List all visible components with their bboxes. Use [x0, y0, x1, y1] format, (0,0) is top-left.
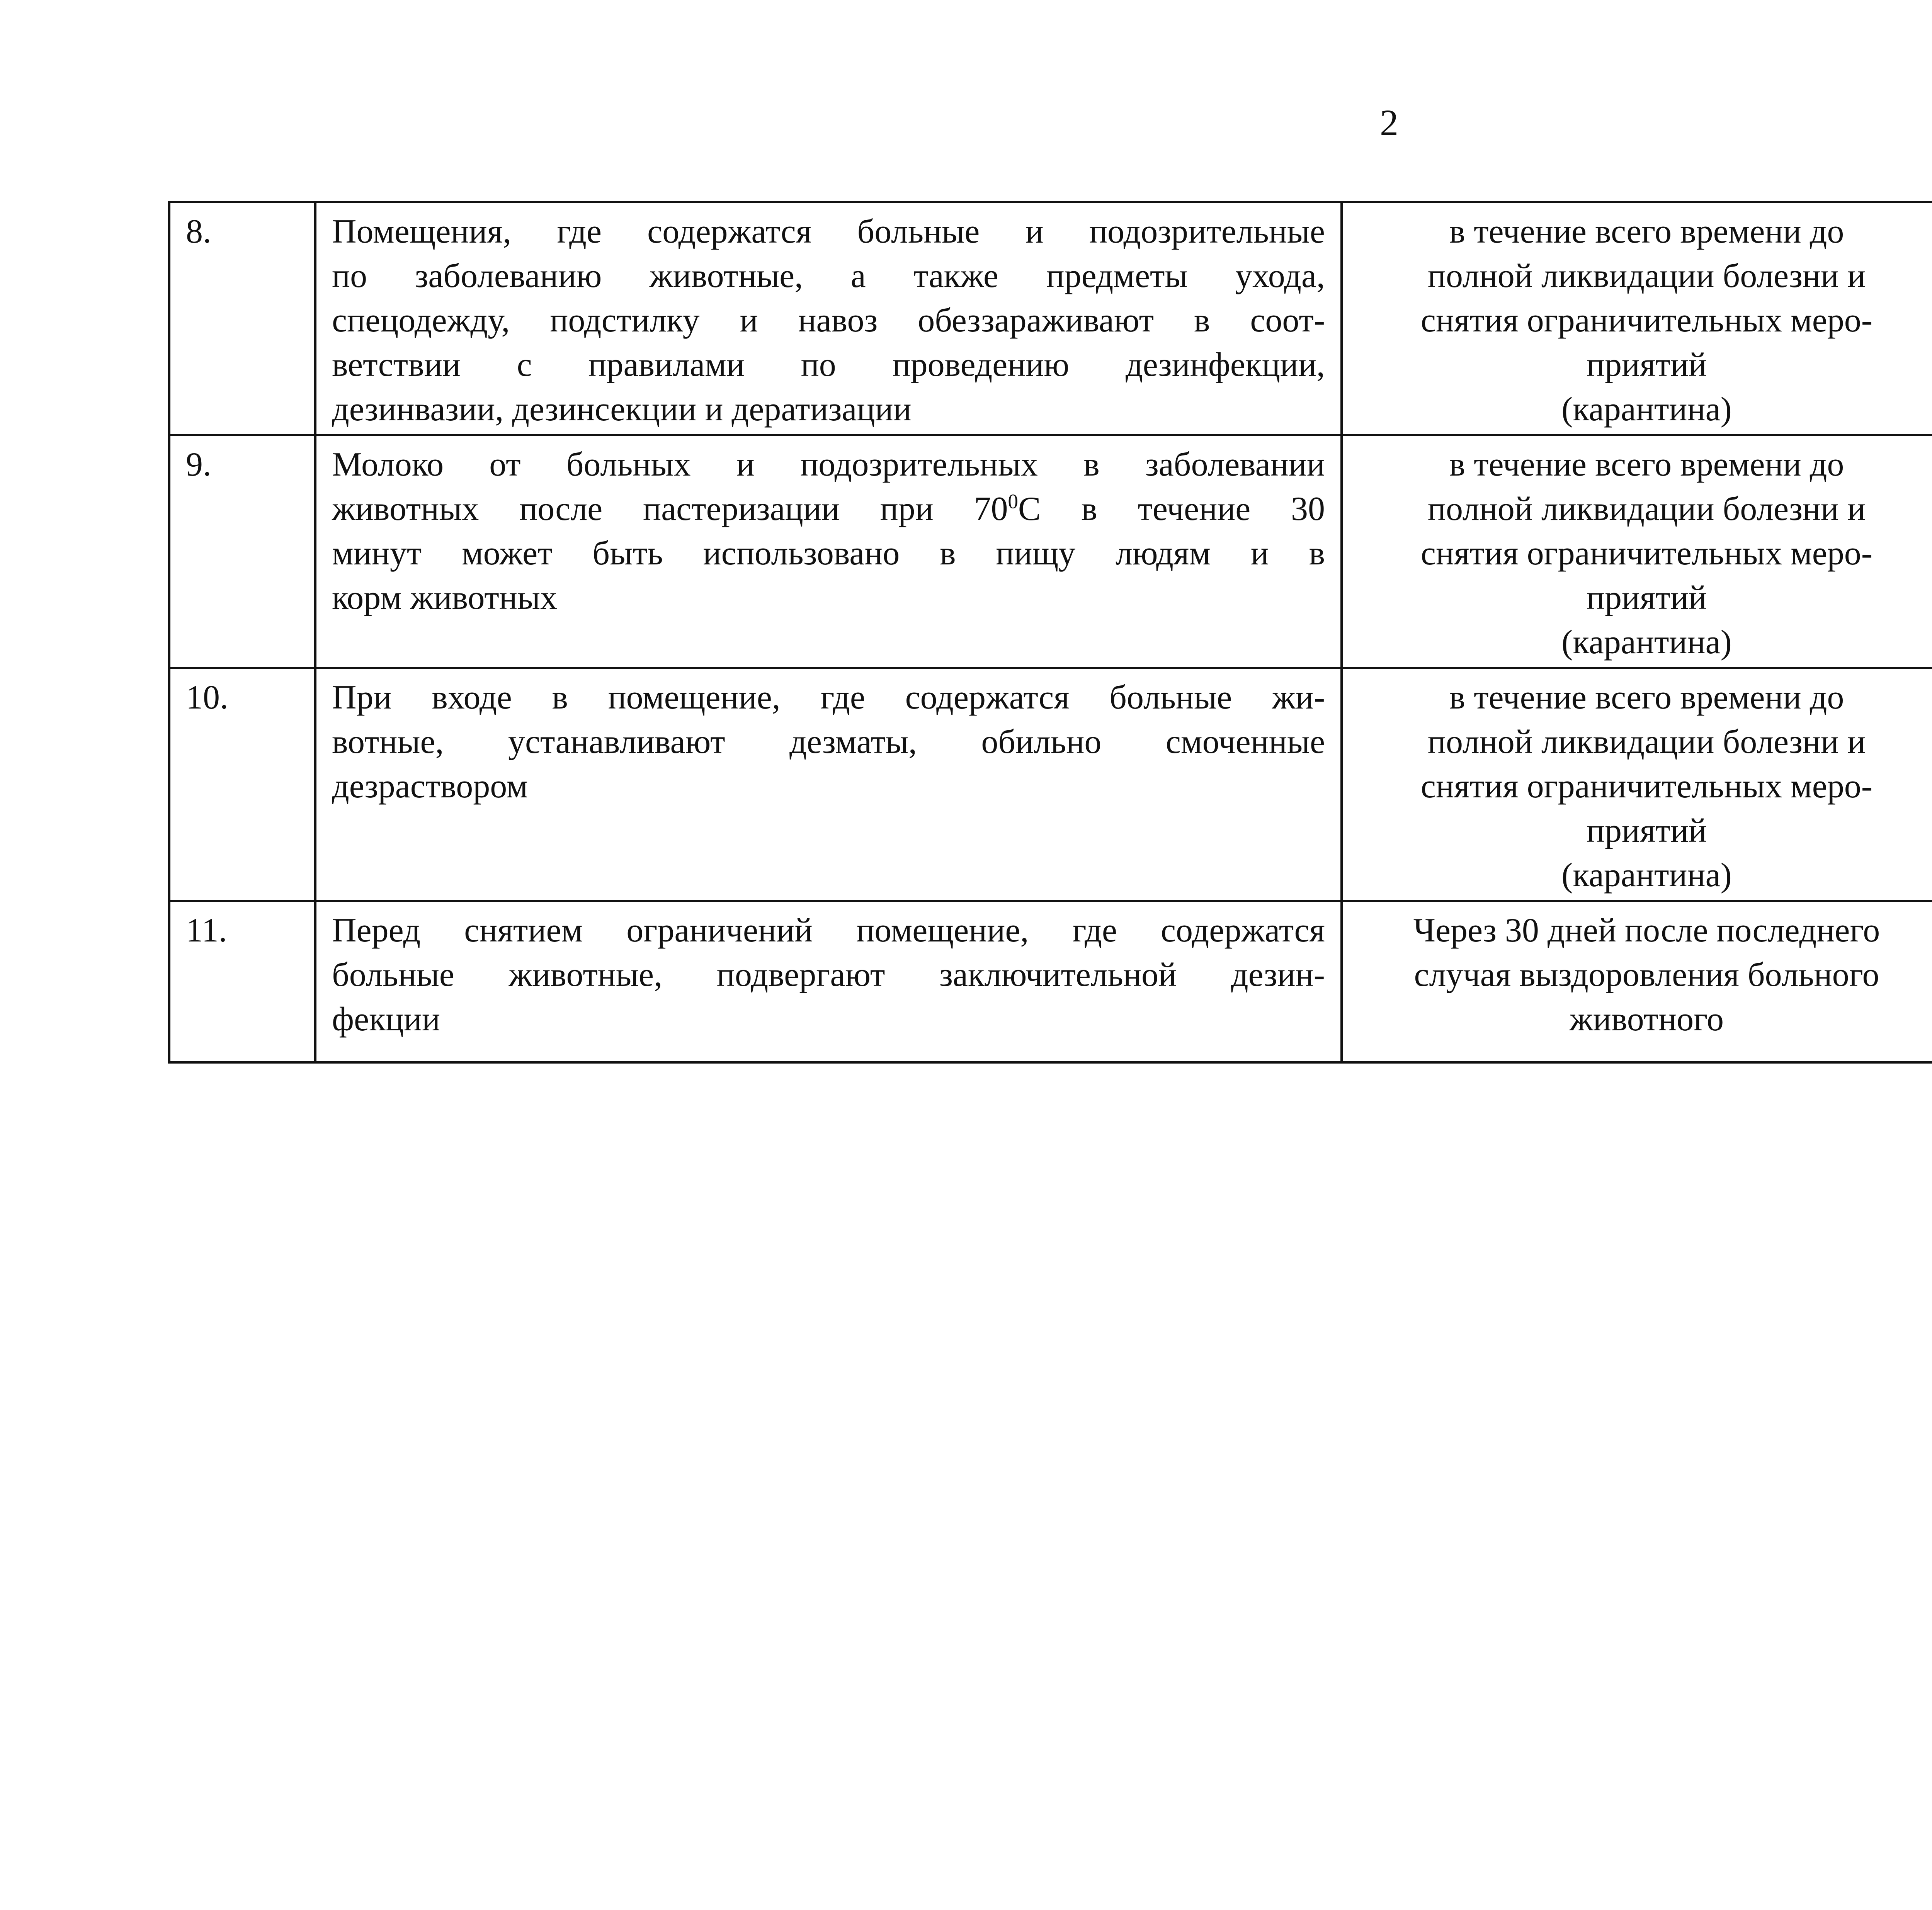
term-line: в течение всего времени до [1449, 679, 1844, 716]
table-row [169, 901, 1932, 1062]
term-cell [1342, 668, 1932, 901]
measure-line: При входе в помещение, где содержатся больные жи- [332, 679, 1325, 716]
term-line: Через 30 дней после последнего [1413, 912, 1880, 949]
measure-line: больные животные, подвергают заключительной дезин- [332, 956, 1325, 994]
measure-line: корм животных [332, 579, 557, 617]
term-line: приятий [1586, 812, 1707, 850]
term-line: (карантина) [1561, 624, 1732, 661]
term-line: снятия ограничительных меро- [1420, 302, 1873, 339]
term-line: снятия ограничительных меро- [1420, 535, 1873, 572]
measure-line: вотные, устанавливают дезматы, обильно смоченные [332, 723, 1325, 761]
term-line: приятий [1586, 579, 1707, 617]
measure-text: С в течение 30 [1018, 490, 1325, 528]
measure-cell [315, 901, 1342, 1062]
measure-line: дезраствором [332, 768, 528, 805]
measure-line: по заболеванию животные, а также предметы ухода, [332, 257, 1325, 295]
term-cell [1342, 901, 1932, 1062]
measure-text: животных после пастеризации при 70 [332, 490, 1008, 528]
term-line: полной ликвидации болезни и [1427, 490, 1866, 528]
measures-table [168, 201, 1932, 1064]
table-row [169, 435, 1932, 668]
row-number: 11. [169, 901, 315, 1062]
term-line: в течение всего времени до [1449, 446, 1844, 483]
term-line: (карантина) [1561, 391, 1732, 428]
term-line: полной ликвидации болезни и [1427, 723, 1866, 761]
term-line: приятий [1586, 346, 1707, 384]
term-cell [1342, 202, 1932, 435]
table-row [169, 202, 1932, 435]
term-line: полной ликвидации болезни и [1427, 257, 1866, 295]
measure-line: ветствии с правилами по проведению дезинфекции, [332, 346, 1325, 384]
temperature-degree: 0 [1008, 490, 1018, 513]
measure-cell [315, 668, 1342, 901]
measure-line: Перед снятием ограничений помещение, где содержатся [332, 912, 1325, 949]
term-line: (карантина) [1561, 856, 1732, 894]
term-line: случая выздоровления больного [1414, 956, 1879, 994]
term-cell [1342, 435, 1932, 668]
row-number: 9. [169, 435, 315, 668]
page-number: 2 [1380, 102, 1398, 143]
measure-line [332, 487, 1325, 531]
measure-cell [315, 202, 1342, 435]
table-row [169, 668, 1932, 901]
row-number: 8. [169, 202, 315, 435]
measure-line: спецодежду, подстилку и навоз обеззараживают в соот- [332, 302, 1325, 339]
term-line: в течение всего времени до [1449, 213, 1844, 250]
measure-line: фекции [332, 1001, 440, 1038]
term-line: животного [1569, 1001, 1724, 1038]
measure-line: минут может быть использовано в пищу людям и в [332, 535, 1325, 572]
measure-line: Молоко от больных и подозрительных в заболевании [332, 446, 1325, 483]
measure-line: дезинвазии, дезинсекции и дератизации [332, 391, 912, 428]
row-number: 10. [169, 668, 315, 901]
term-line: снятия ограничительных меро- [1420, 768, 1873, 805]
measure-line: Помещения, где содержатся больные и подозрительные [332, 213, 1325, 250]
measure-cell [315, 435, 1342, 668]
